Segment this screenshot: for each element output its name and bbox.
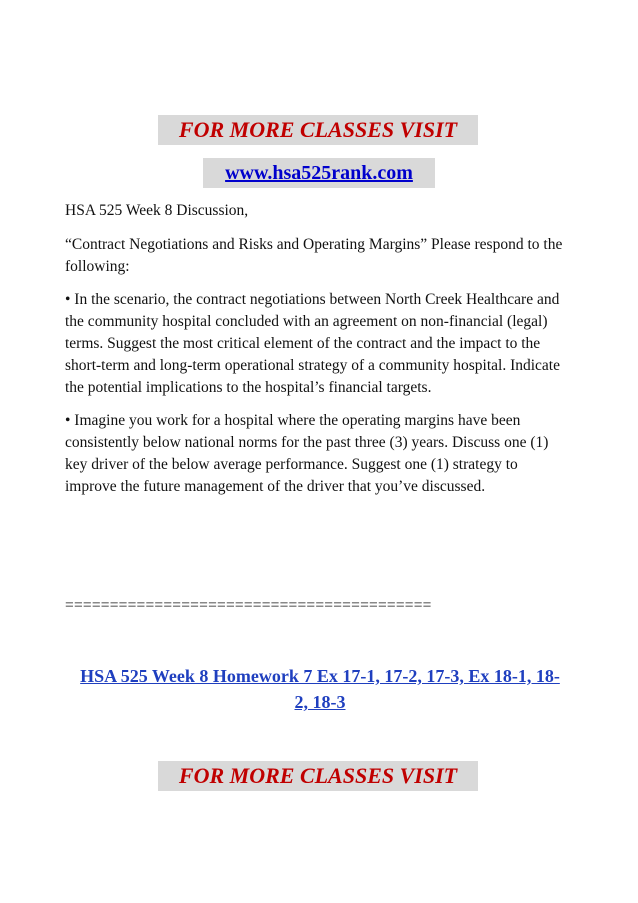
discussion-prompt: “Contract Negotiations and Risks and Operating Margins” Please respond to the following: (65, 236, 563, 275)
discussion-bullet-1: • In the scenario, the contract negotiations between North Creek Healthcare and the community hospital concluded with an agreement on non-financial (legal) terms. Suggest the most critical element of the contract and the impact to the short-term and long-term operational strategy of a community hospital. Indicate the potential implications to the hospital’s financial targets. (65, 291, 560, 396)
website-link[interactable]: www.hsa525rank.com (225, 162, 413, 184)
discussion-bullet-2: • Imagine you work for a hospital where the operating margins have been consistently below national norms for the past three (3) years. Discuss one (1) key driver of the below average performance. Suggest one (1) strategy to improve the future management of the driver that you’ve discussed. (65, 412, 549, 495)
promo-banner-top: FOR MORE CLASSES VISIT (158, 115, 478, 145)
section-separator: ========================================= (65, 597, 432, 614)
website-link-box (203, 158, 435, 188)
promo-banner-bottom: FOR MORE CLASSES VISIT (158, 761, 478, 791)
course-title: HSA 525 Week 8 Discussion, (65, 202, 249, 219)
homework-heading (75, 663, 565, 715)
homework-link[interactable]: HSA 525 Week 8 Homework 7 Ex 17-1, 17-2, 17-3, Ex 18-1, 18-2, 18-3 (80, 666, 560, 712)
